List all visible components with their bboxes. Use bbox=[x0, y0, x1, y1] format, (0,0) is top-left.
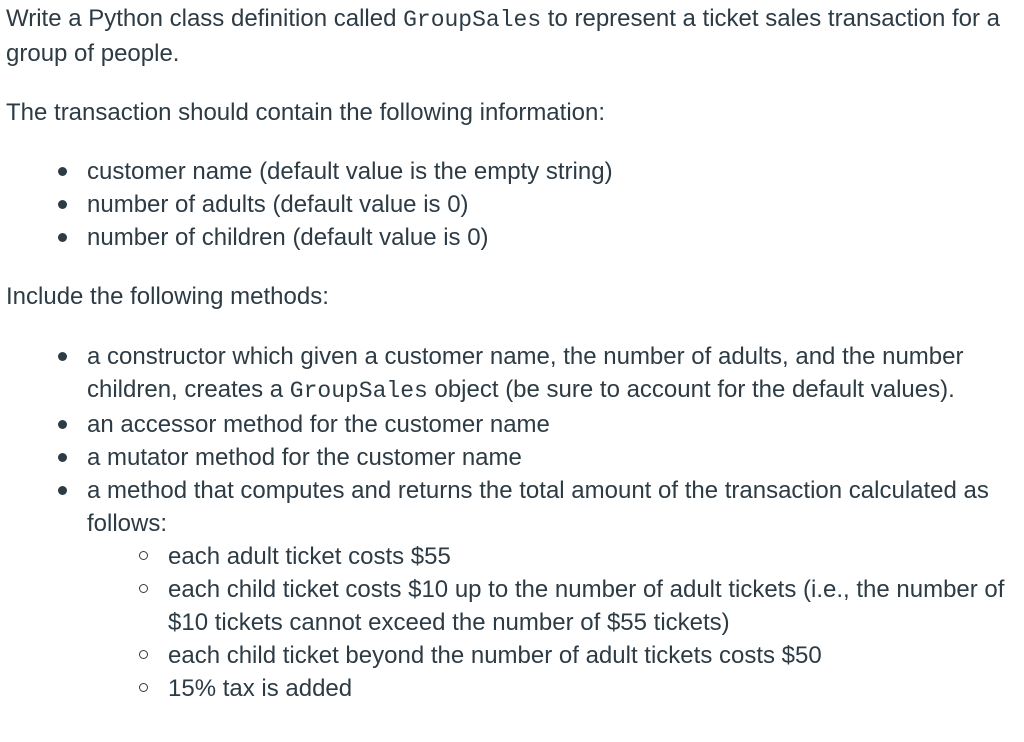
method-item-mutator: a mutator method for the customer name bbox=[6, 441, 1016, 474]
info-lead-paragraph: The transaction should contain the following information: bbox=[6, 99, 606, 126]
total-method-text: a method that computes and returns the total amount of the transaction calculated as follows: bbox=[87, 477, 989, 537]
method-item-accessor: an accessor method for the customer name bbox=[6, 408, 1016, 441]
constructor-text-before: a constructor which given a customer name, the number of adults, and the number children, creates a bbox=[87, 343, 964, 403]
class-name-code: GroupSales bbox=[403, 7, 542, 33]
intro-text-before: Write a Python class definition called bbox=[6, 5, 404, 32]
method-item-constructor bbox=[6, 340, 1016, 408]
constructor-text-after: object (be sure to account for the default values). bbox=[427, 376, 955, 403]
rule-extra-child-price: each child ticket beyond the number of adult tickets costs $50 bbox=[87, 639, 1016, 672]
intro-text-after: to represent a ticket sales transaction for a group of people. bbox=[6, 5, 1001, 67]
rule-tax: 15% tax is added bbox=[87, 672, 1016, 705]
constructor-class-name-code: GroupSales bbox=[289, 378, 428, 404]
method-item-total bbox=[6, 474, 1016, 705]
info-item-adults: number of adults (default value is 0) bbox=[6, 188, 1016, 221]
methods-lead-paragraph: Include the following methods: bbox=[6, 283, 329, 310]
pricing-rules-list bbox=[87, 540, 1016, 705]
methods-list bbox=[6, 340, 1016, 705]
rule-adult-price: each adult ticket costs $55 bbox=[87, 540, 1016, 573]
intro-paragraph bbox=[6, 0, 1016, 70]
rule-child-price: each child ticket costs $10 up to the number of adult tickets (i.e., the number of $10 tickets cannot exceed the number of $55 tickets) bbox=[87, 573, 1016, 639]
info-list bbox=[6, 155, 1016, 254]
info-item-children: number of children (default value is 0) bbox=[6, 221, 1016, 254]
info-item-customer-name: customer name (default value is the empty string) bbox=[6, 155, 1016, 188]
